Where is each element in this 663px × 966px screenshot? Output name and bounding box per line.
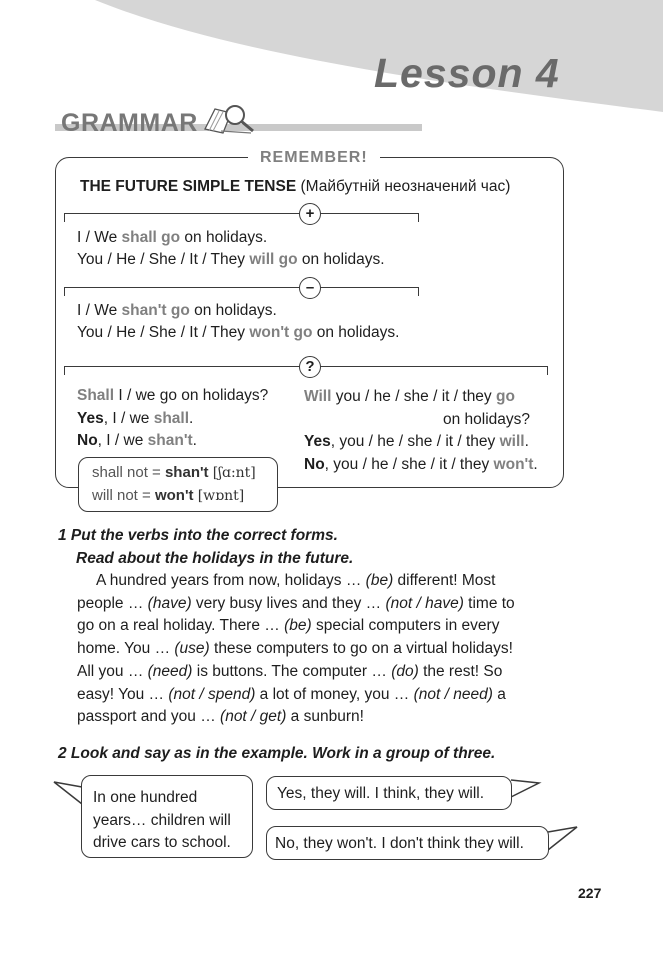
- question-icon: ?: [299, 356, 321, 378]
- bubble-yes-text: Yes, they will. I think, they will.: [277, 785, 485, 802]
- exercise-1-line: [77, 661, 515, 684]
- plus-icon: +: [299, 203, 321, 225]
- exercise-1-line: [77, 638, 515, 661]
- lesson-title: Lesson 4: [374, 50, 560, 96]
- text-segment: different! Most: [393, 572, 496, 589]
- verb-prompt: (have): [147, 594, 192, 612]
- positive-rule-line: [64, 213, 419, 222]
- negative-line-2: You / He / She / It / They won't go on holidays.: [77, 324, 400, 341]
- bubble-left-line: drive cars to school.: [93, 834, 231, 851]
- verb-prompt: (not / get): [220, 708, 287, 726]
- text-segment: people …: [77, 594, 148, 612]
- positive-line-2: You / He / She / It / They will go on holidays.: [77, 251, 385, 268]
- verb-prompt: (not / spend): [168, 685, 256, 703]
- verb-prompt: (do): [391, 662, 419, 680]
- exercise-1-line: [77, 570, 515, 593]
- text-segment: A hundred years from now, holidays …: [96, 572, 366, 589]
- exercise-1-text: [77, 570, 515, 729]
- contraction-will-not: will not = won't [wɒnt]: [92, 487, 245, 504]
- question-left-line-1: Shall I / we go on holidays?: [77, 387, 269, 404]
- text-segment: passport and you …: [77, 708, 221, 726]
- question-right-line-1: Will you / he / she / it / they go: [304, 388, 515, 405]
- question-right-line-4: No, you / he / she / it / they won't.: [304, 456, 538, 473]
- text-segment: home. You …: [77, 640, 175, 658]
- exercise-2-instruction: 2 Look and say as in the example. Work in a group of three.: [58, 745, 496, 762]
- text-segment: special computers in every: [311, 617, 500, 635]
- speech-bubble-no: [266, 826, 549, 860]
- exercise-1-instruction-1: 1 Put the verbs into the correct forms.: [58, 527, 338, 544]
- contraction-shall-not: shall not = shan't [ʃɑ:nt]: [92, 464, 256, 481]
- tense-translation: (Майбутній неозначений час): [300, 178, 511, 195]
- bubble-left-line: years… children will: [93, 811, 231, 829]
- verb-prompt: (not / have): [385, 594, 464, 612]
- text-segment: is buttons. The computer …: [192, 662, 392, 680]
- contractions-note: [78, 457, 278, 512]
- exercise-1-line: [77, 684, 515, 707]
- question-left-line-3: No, I / we shan't.: [77, 432, 197, 449]
- exercise-1-line: [77, 706, 515, 729]
- exercise-1-line: [77, 615, 515, 638]
- text-segment: go on a real holiday. There …: [77, 617, 285, 635]
- text-segment: time to: [463, 594, 515, 612]
- tense-name: THE FUTURE SIMPLE TENSE: [80, 178, 297, 195]
- positive-line-1: I / We shall go on holidays.: [77, 229, 268, 246]
- tense-title: [80, 178, 510, 196]
- text-segment: a sunburn!: [286, 708, 364, 726]
- text-segment: these computers to go on a virtual holidays!: [209, 640, 513, 658]
- grammar-title: GRAMMAR: [61, 109, 198, 137]
- verb-prompt: (use): [174, 640, 210, 658]
- text-segment: a: [492, 685, 506, 703]
- bubble-no-text: No, they won't. I don't think they will.: [275, 835, 524, 852]
- bubble-left-line: In one hundred: [93, 789, 198, 806]
- negative-rule-line: [64, 287, 419, 296]
- speech-bubble-left: [81, 775, 253, 858]
- question-left-line-2: Yes, I / we shall.: [77, 410, 194, 427]
- text-segment: the rest! So: [418, 662, 503, 680]
- magnifier-book-icon: [201, 101, 261, 135]
- text-segment: easy! You …: [77, 685, 169, 703]
- minus-icon: –: [299, 277, 321, 299]
- text-segment: very busy lives and they …: [191, 594, 386, 612]
- verb-prompt: (not / need): [413, 685, 493, 703]
- question-right-line-3: Yes, you / he / she / it / they will.: [304, 433, 529, 450]
- text-segment: a lot of money, you …: [255, 685, 414, 703]
- question-right-line-2: on holidays?: [443, 411, 531, 428]
- page-number: 227: [578, 885, 602, 901]
- verb-prompt: (need): [147, 662, 193, 680]
- verb-prompt: (be): [284, 617, 312, 635]
- verb-prompt: (be): [365, 572, 394, 589]
- speech-bubble-yes: [266, 776, 512, 810]
- remember-label: REMEMBER!: [248, 149, 380, 167]
- exercise-1-instruction-2: Read about the holidays in the future.: [76, 550, 354, 567]
- text-segment: All you …: [77, 662, 148, 680]
- negative-line-1: I / We shan't go on holidays.: [77, 302, 277, 319]
- exercise-1-line: [77, 593, 515, 616]
